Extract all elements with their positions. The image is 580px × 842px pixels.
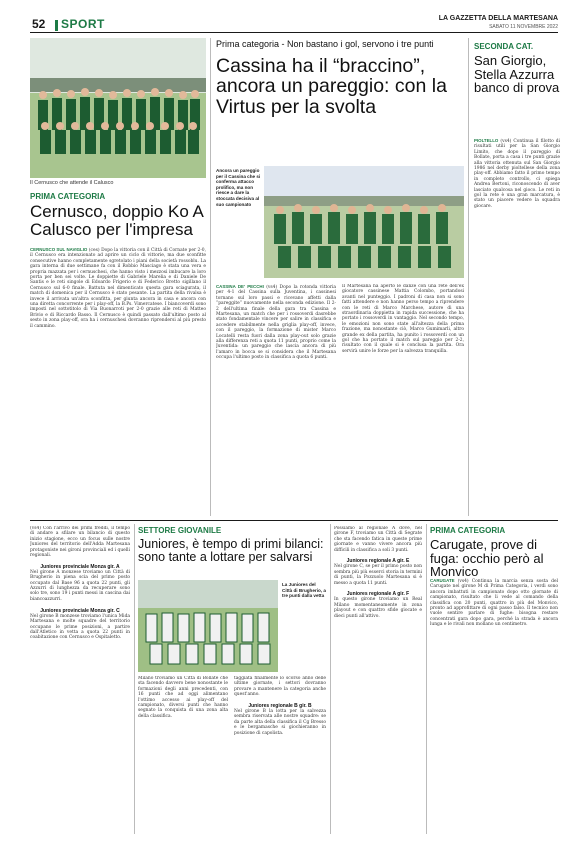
bottom-left-intro: (vs4) Con l'arrivo dei primi freddi, il tempo di andare a sfilare un bilancio di questo inizio stagione, ecco un focus sulle nostre Juniores del territorio dell'Adda Martesana protagoniste nei gironi provinciali ed i quelli regionali. [30, 526, 130, 559]
right-body-lead: PIOLTELLO [474, 138, 499, 143]
main-photo-caption [216, 168, 262, 278]
issue-date: SABATO 11 NOVEMBRE 2022 [489, 24, 558, 30]
column-rule-bottom-1 [134, 524, 135, 834]
main-photo-caption-text: Ancora un pareggio per il Cassina che si conferma attacco prolifico, ma non riesce a dare la stoccata decisiva al suo campionato [216, 168, 261, 207]
bottom-left-sub1: Juniores provinciale Monza gir. A [40, 563, 120, 570]
giovanile-sub-b: Juniores regionale B gir. B [248, 703, 312, 710]
section-label: SPORT [61, 17, 105, 31]
bottom-mid-sub1: Juniores regionale A gir. E [346, 558, 410, 565]
column-rule-bottom-3 [426, 524, 427, 834]
giovanile-photo-caption-text: La Juniores del Città di Brugherio, a tre punti dalla vetta [282, 582, 326, 599]
bottom-mid-col [334, 526, 422, 832]
main-body-lead: CASSINA DE' PECCHI [216, 284, 264, 289]
left-body-lead: CERNUSCO SUL NAVIGLIO [30, 247, 88, 252]
right-body [474, 138, 560, 512]
bottom-mid-col-a: Possiamo al regionale A dove, nel girone F, troviamo un Città di Segrate che sta facendo fatica in queste prime giornate e vanno vivere ancora più difficili in classifica a soli 3 punti. [334, 526, 422, 553]
main-body-col2 [342, 284, 464, 514]
bottom-left-sub2: Juniores provinciale Monza gir. C [40, 607, 120, 614]
giovanile-photo-caption [282, 582, 326, 672]
giovanile-photo [138, 580, 278, 672]
brand-name: LA GAZZETTA DELLA MARTESANA [438, 15, 558, 22]
column-rule-right [468, 38, 469, 516]
right-kicker: SECONDA CAT. [474, 42, 534, 51]
left-body-text: (ces) Dopo la vittoria con il Città di Cornate per 2-0, il Cernusco era intenzionato ad aprire un ciclo di vittorie, ma due sconfitte consecutive hanno completamente sgretolato i piani della società rossoblu. La gara interna di due settimane fa con il Robbio Masciago è stata una vera e propria mazzata per i cernuschesi, che hanno visto i mezzosi imbucare la loro porta per ben sei volte. Le doppiette di Gabriele Marelia e di Daniele De Santis e le reti singole di Edoardo Frigerio e di Federico Bretto sigillano il Cernusco sul 6-0 finale. Battuta nel dimenticato questa gara sciagurata, il match di domenica per il Cernusco è stato pesante. La partita della rivalsa è invece il arrivata un'altra sconfitta, per giunta ancora in casa e ancora con una diretta concorrente per i play-off, la B.Ps. Vimercatese. I biancoverdi sono imposti nel sottotitolo di Via Buonarroti per 2-0 grazie alle reti di Matteo Brivio e di Riccardo Basso. Il Cernusco è quindi passato dall'ultimo posto al sesto in zona play-off, ora ha i cernuschesi dovranno riprendersi al più presto il cammino. [30, 248, 206, 329]
main-body-col1-text: (vs4) Dopo la rotonda vittoria per 4-1 del Cassina sulla Juventina, i cassinesi tornano sul loro passi e ricevano affetti dalla “pareggite” nuovamente nella seconda edizione. Il 2-2 dell'ultima finale della gara tra Cassina e Martesana, un match che per i rossoverdi dasrebbe stato fondamentale vincere per salire in classifica e accedere stabilmente nella griglia play-off, invece, con il pareggio, la formazione di mister Marco Locatelli resta fuori dalla zona play-out solo grazie alla differenza reti a quota 11 punti, proprio come la Juventida: un pareggio che lascia ancora di più l'amaro in bocca se si considera che il Martesana occupa l'ultimo posto in classifica a quota 6 punti. [216, 285, 336, 361]
team-photo-cernusco [30, 38, 206, 178]
bottom-left-text1: Nel girone A monzese troviamo un Città di Brugherio in piena scia del primo posto occupato dal Base 96 a quota 22 punti, gli Azzurri di lunghezza da recuperare sono solo tre, sono 19 i punti messi in cascina dai biancoazzurri. [30, 569, 130, 602]
bottom-mid-sub2: Juniores regionale A gir. F [346, 591, 410, 598]
bottom-mid-text2: In questo girone troviamo un Real Milano momentaneamente in zona playout e con quattro sfide giocate e dieci punti all'attivo. [334, 597, 422, 619]
left-kicker: PRIMA CATEGORIA [30, 192, 106, 201]
carugate-body-lead: CARUGATE [430, 578, 455, 583]
page-number: 52 [32, 17, 46, 31]
main-photo-cassina [264, 166, 464, 278]
team-photo-caption: Il Cernusco che attende il Calusco [30, 180, 114, 186]
giovanile-col-b [234, 676, 326, 832]
carugate-body-text: (vs4) Continua la marcia senza sosta del Carugate nel girone M di Prima Categoria, i verdi sono ancora imbattuti in campionato dopo otto giornate di campionato, risultato che li vede al comando della classifica con 20 punti, quattro in più del Monvico, pronto ad approfittare di ogni passo falso. Il tecnico non vuole sentire parlare di fughe: bisogna restare concentrati gara dopo gara, perché la strada è ancora lunga e le rivali non mollano un centimetro. [430, 579, 558, 628]
giovanile-col-a [138, 676, 228, 832]
bottom-mid-text1: Nel girone C, se per il primo posto non sembra più più esserci storia in termini di punti, la Pozzuolo Martesana si è messo a quota 11 punti. [334, 564, 422, 586]
giovanile-col-a-text: Milano troviamo un Città di Bollate che sta facendo davvero bene nonostante le formazioni degli anni precedenti, con 16 punti che ad oggi alimentano l'ottimo accesso ai play-off del campionato, diversi punti che hanno segnato la conquista di una zona alta della classifica. [138, 676, 228, 719]
column-rule-bottom-2 [330, 524, 331, 834]
left-headline: Cernusco, doppio Ko A Calusco per l'impresa [30, 202, 203, 239]
team-photo-graphic [30, 38, 206, 178]
main-headline: Cassina ha il “braccino”, ancora un pareggio: con la Virtus per la svolta [216, 55, 447, 118]
main-photo-graphic [264, 166, 464, 278]
carugate-kicker: PRIMA CATEGORIA [430, 526, 506, 535]
main-body-col1 [216, 284, 336, 514]
left-body [30, 247, 206, 512]
right-headline: San Giorgio, Stella Azzurra banco di prova [474, 53, 560, 96]
giovanile-headline: Juniores, è tempo di primi bilanci: sono tante a lottare per salvarsi [138, 537, 324, 565]
page-header [0, 0, 580, 34]
column-rule-left [210, 38, 211, 516]
bottom-left-text2: Nel girone B monzese troviamo l'unica Mida Martesana e molte squadre del territorio occupano le prime posizioni, a partire dall'Atletico in vetta a quota 22 punti in coabitazione con Cernusco e Ospitaletto. [30, 613, 130, 641]
giovanile-photo-graphic [138, 580, 278, 672]
main-kicker: Prima categoria - Non bastano i gol, servono i tre punti [216, 39, 434, 49]
giovanile-text-b: Nel girone B la lotta per la salvezza sembra riservata alle nostre squadre: se da parte alta della classifica il Cg Bresso e le bergamasche si giochieranno in posizione di capolista. [234, 709, 326, 736]
section-bar [55, 20, 58, 31]
carugate-headline: Carugate, prove di fuga: occhio però al Monvico [430, 537, 544, 580]
carugate-body [430, 578, 558, 832]
giovanile-col-b-text: taggiata finalmente lo scorso anno delle ultime giornate, i settori dovranno provare a mantenere la categoria anche quest'anno. [234, 676, 326, 698]
header-rule [30, 32, 558, 33]
horizontal-rule [30, 520, 558, 521]
giovanile-kicker: SETTORE GIOVANILE [138, 526, 222, 535]
main-body-col2-text: Il Martesana ha aperto le danze con una rete dell'ex giocatore cassinese Mattia Colombo, portandosi avanti nel punteggio. I padroni di casa non si sono fatti attendere e non hanno perso tempo a riprendere con le reti di Marco Marchese, autore di una straordinaria doppietta in rapida successione, che ha portato i rossoverdi in vantaggio. Nel secondo tempo, le emozioni non sono state all'altezza della prima frazione, ma nonostante ciò, Marco Gumimarli, altro grande ex della partita, ha punito i rossoverdi con un gol che ha portato il match sul pareggio per 2-2, risultato con il quale si è conclusa la partita. Ora servirà unire le forze per la salvezza tranquilla. [342, 284, 464, 354]
bottom-left-col [30, 526, 130, 832]
right-body-text: (vs4) Continua il filotto di risultati utili per la San Giorgio Limito, che dopo il pareggio di Bollate, porta a casa i tre punti grazie alla vittoria ottenuta sul San Giorgio 1986 nel derby pioltellese della zona play-off. Abbiamo fatto il primo tempo in completo controllo, ci spiega Andrea Bertoni, riconoscendo di aver lasciato qualcosa nel gioco. Le reti in gol la rete è una gran marcatura, è stato un piacere vedere la squadra giocare. [474, 139, 560, 209]
